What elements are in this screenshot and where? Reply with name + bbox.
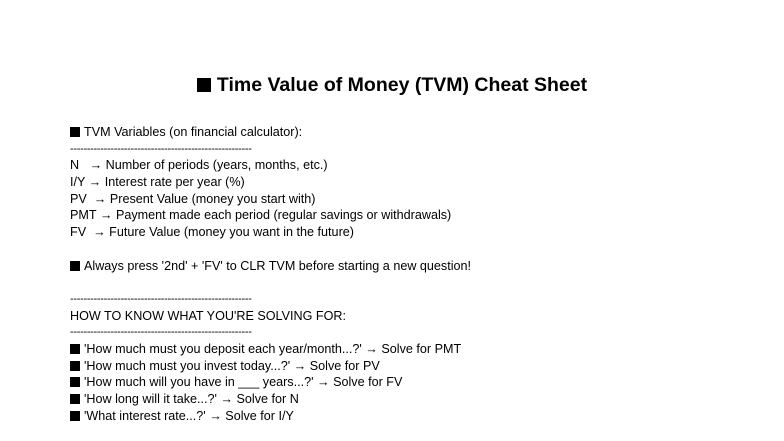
solving-item-text: 'How much must you invest today...?' → Solve for PV <box>84 358 380 373</box>
variable-line-fv: FV → Future Value (money you want in the future) <box>70 225 354 240</box>
black-square-icon <box>70 411 80 421</box>
clr-tip-text: Always press '2nd' + 'FV' to CLR TVM before starting a new question! <box>84 258 472 273</box>
black-square-icon <box>70 261 80 271</box>
black-square-icon <box>70 127 80 137</box>
variable-line-iy: I/Y → Interest rate per year (%) <box>70 175 245 190</box>
solving-item-text: 'How much will you have in ___ years...?' → Solve for FV <box>84 375 403 390</box>
variable-line-pv: PV → Present Value (money you start with) <box>70 191 316 206</box>
black-square-icon <box>70 394 80 404</box>
solving-item-iy <box>70 408 471 425</box>
variable-line-pmt: PMT → Payment made each period (regular savings or withdrawals) <box>70 208 452 223</box>
solving-item-pmt <box>70 341 471 358</box>
spacer <box>70 274 471 291</box>
solving-item-pv <box>70 358 471 375</box>
solving-item-text: 'What interest rate...?' → Solve for I/Y <box>84 408 294 423</box>
variables-heading-text: TVM Variables (on financial calculator): <box>84 125 303 139</box>
clr-tip <box>70 258 471 275</box>
divider-rule: ------------------------------------------------------ <box>70 292 252 305</box>
black-square-icon <box>70 344 80 354</box>
variables-heading <box>70 124 471 141</box>
document-body <box>70 124 471 424</box>
divider-rule: ------------------------------------------------------ <box>70 142 252 155</box>
solving-heading: HOW TO KNOW WHAT YOU'RE SOLVING FOR: <box>70 308 346 323</box>
page-title-text: Time Value of Money (TVM) Cheat Sheet <box>216 74 588 96</box>
solving-item-text: 'How long will it take...?' → Solve for N <box>84 392 299 406</box>
variable-line-n: N → Number of periods (years, months, etc.) <box>70 158 328 173</box>
solving-item-fv <box>70 374 471 391</box>
spacer <box>70 241 471 258</box>
black-square-icon <box>70 361 80 371</box>
page-title <box>0 72 784 98</box>
solving-item-text: 'How much must you deposit each year/month...?' → Solve for PMT <box>84 341 462 356</box>
black-square-icon <box>197 78 211 92</box>
divider-rule: ------------------------------------------------------ <box>70 326 252 339</box>
solving-item-n <box>70 391 471 408</box>
black-square-icon <box>70 377 80 387</box>
